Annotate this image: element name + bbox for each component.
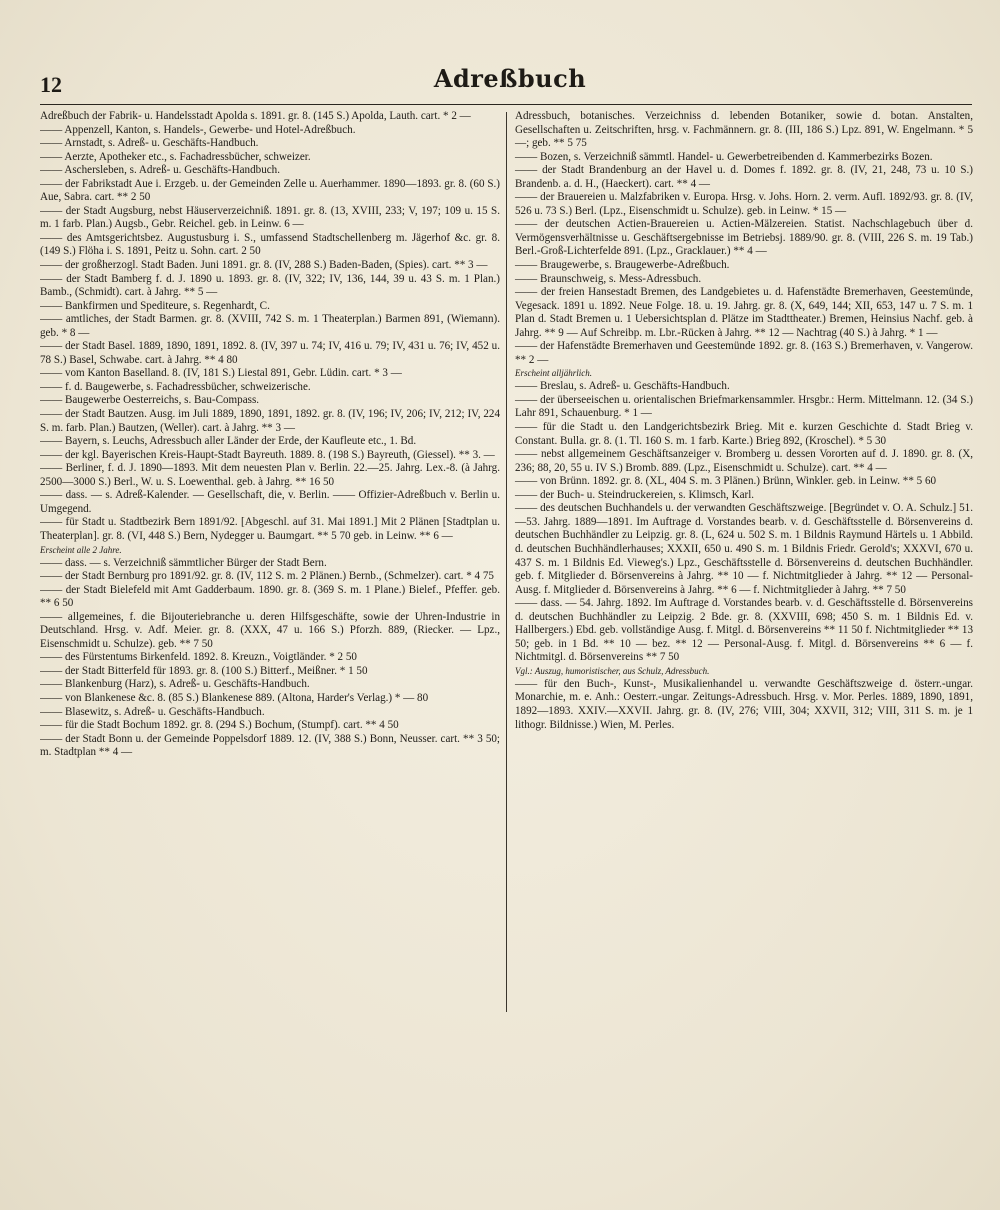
right-column xyxy=(507,110,973,1190)
directory-entry: —— Bankfirmen und Spediteure, s. Regenhardt, C. xyxy=(40,299,270,312)
directory-entry: —— der Buch- u. Steindruckereien, s. Klimsch, Karl. xyxy=(515,488,755,501)
directory-entry: Adreßbuch der Fabrik- u. Handelsstadt Apolda s. 1891. gr. 8. (145 S.) Apolda, Lauth. cart. * 2 — xyxy=(40,110,471,122)
page-number: 12 xyxy=(40,72,62,97)
directory-entry: —— der großherzogl. Stadt Baden. Juni 1891. gr. 8. (IV, 288 S.) Baden-Baden, (Spies). cart. ** 3 — xyxy=(40,259,488,272)
directory-entry: —— für Stadt u. Stadtbezirk Bern 1891/92. [Abgeschl. auf 31. Mai 1891.] Mit 2 Plänen [Stadtplan u. Theaterplan]. gr. 8. (VI, 448 S.) Bern, Nydegger u. Baumgart. ** 5 70 geb. in Leinw. ** 6 — xyxy=(40,516,500,542)
directory-entry: —— Braunschweig, s. Mess-Adressbuch. xyxy=(515,272,702,285)
two-column-body xyxy=(40,110,976,1190)
directory-entry: —— des Fürstentums Birkenfeld. 1892. 8. Kreuzn., Voigtländer. * 2 50 xyxy=(40,651,357,664)
entry-note: Erscheint alle 2 Jahre. xyxy=(40,544,122,555)
directory-entry: —— allgemeines, f. die Bijouteriebranche u. deren Hilfsgeschäfte, sowie der Uhren-Industrie in Deutschland. Hrsg. v. Adf. Meier. gr. 8. (XXX, 47 u. 166 S.) Pforzh. 889, (Riecker. — Lpz., Eisenschmidt u. Schulze). geb. ** 7 50 xyxy=(40,610,500,650)
directory-entry: —— Berliner, f. d. J. 1890—1893. Mit dem neuesten Plan v. Berlin. 22.—25. Jahrg. Lex.-8. (à Jahrg. 2500—3000 S.) Berl., W. u. S. Loewenthal. geb. à Jahrg. ** 16 50 xyxy=(40,462,500,488)
directory-entry: —— der Stadt Brandenburg an der Havel u. d. Domes f. 1892. gr. 8. (IV, 21, 248, 73 u. 10 S.) Brandenb. a. d. H., (Haeckert). cart. ** 4 — xyxy=(515,164,973,190)
directory-entry: —— Breslau, s. Adreß- u. Geschäfts-Handbuch. xyxy=(515,380,730,393)
directory-entry: —— nebst allgemeinem Geschäftsanzeiger v. Bromberg u. dessen Vororten auf d. J. 1890. gr. 8. (X, 236; 88, 20, 55 u. IV S.) Bromb. 889. (Lpz., Eisenschmidt u. Schulze). cart. ** 4 — xyxy=(515,448,973,474)
directory-entry: —— Baugewerbe Oesterreichs, s. Bau-Compass. xyxy=(40,394,260,407)
directory-entry: —— der Stadt Bonn u. der Gemeinde Poppelsdorf 1889. 12. (IV, 388 S.) Bonn, Neusser. cart. ** 3 50; m. Stadtplan ** 4 — xyxy=(40,732,500,759)
directory-entry: —— der Fabrikstadt Aue i. Erzgeb. u. der Gemeinden Zelle u. Auerhammer. 1890—1893. gr. 8. (60 S.) Aue, Sabra. cart. ** 2 50 xyxy=(40,177,500,204)
directory-entry: —— Blankenburg (Harz), s. Adreß- u. Geschäfts-Handbuch. xyxy=(40,678,310,691)
directory-entry: —— der Stadt Bamberg f. d. J. 1890 u. 1893. gr. 8. (IV, 322; IV, 136, 144, 39 u. 43 S. m. 1 Plan.) Bamb., (Schmidt). cart. à Jahrg. ** 5 — xyxy=(40,272,500,299)
header-rule xyxy=(40,104,972,105)
directory-entry: —— für die Stadt u. den Landgerichtsbezirk Brieg. Mit e. kurzen Geschichte d. Stadt Brieg v. Constant. Bulla. gr. 8. (1. Tl. 160 S. m. 1 farb. Karte.) Brieg 892, (Kroschel). * 5 30 xyxy=(515,421,973,447)
directory-entry: —— der Stadt Augsburg, nebst Häuserverzeichniß. 1891. gr. 8. (13, XVIII, 233; V, 197; 109 u. 15 S. m. 1 farb. Plan.) Augsb., Gebr. Reichel. geb. in Leinw. 6 — xyxy=(40,204,500,231)
directory-entry: —— Aschersleben, s. Adreß- u. Geschäfts-Handbuch. xyxy=(40,164,280,177)
directory-entry: —— Braugewerbe, s. Braugewerbe-Adreßbuch. xyxy=(515,259,730,272)
directory-entry: —— der Stadt Bitterfeld für 1893. gr. 8. (100 S.) Bitterf., Meißner. * 1 50 xyxy=(40,664,368,677)
directory-entry: —— der deutschen Actien-Brauereien u. Actien-Mälzereien. Statist. Nachschlagebuch über d. Vermögensverhältnisse u. Geschäftsergebnisse im Betriebsj. 1889/90. gr. 8. (VIII, 226 S. m. 19 Tab.) Berl.-Groß-Lichterfelde 891. (Lpz., Gracklauer.) ** 4 — xyxy=(515,218,973,258)
directory-entry: —— der Stadt Bautzen. Ausg. im Juli 1889, 1890, 1891, 1892. gr. 8. (IV, 196; IV, 206; IV, 212; IV, 224 S. m. farb. Plan.) Bautzen, (Weller). cart. à Jahrg. ** 3 — xyxy=(40,408,500,434)
running-head: Adreßbuch xyxy=(433,64,587,93)
directory-entry: —— von Blankenese &c. 8. (85 S.) Blankenese 889. (Altona, Harder's Verlag.) * — 80 xyxy=(40,691,429,704)
entry-note: Erscheint alljährlich. xyxy=(515,368,592,379)
directory-entry: —— der kgl. Bayerischen Kreis-Haupt-Stadt Bayreuth. 1889. 8. (198 S.) Bayreuth, (Giessel). ** 3. — xyxy=(40,448,495,461)
left-column xyxy=(40,110,506,1190)
directory-entry: —— der Stadt Bernburg pro 1891/92. gr. 8. (IV, 112 S. m. 2 Plänen.) Bernb., (Schmelzer). cart. * 4 75 xyxy=(40,570,494,583)
directory-entry: —— der überseeischen u. orientalischen Briefmarkensammler. Hrsgbr.: Herm. Mittelmann. 12. (34 S.) Lahr 891, Schauenburg. * 1 — xyxy=(515,393,973,420)
entry-note: Vgl.: Auszug, humoristischer, aus Schulz, Adressbuch. xyxy=(515,665,710,676)
directory-entry: —— für die Stadt Bochum 1892. gr. 8. (294 S.) Bochum, (Stumpf). cart. ** 4 50 xyxy=(40,719,399,732)
directory-entry: —— Arnstadt, s. Adreß- u. Geschäfts-Handbuch. xyxy=(40,137,259,150)
directory-entry: —— dass. — s. Verzeichniß sämmtlicher Bürger der Stadt Bern. xyxy=(40,556,327,569)
directory-entry: —— f. d. Baugewerbe, s. Fachadressbücher, schweizerische. xyxy=(40,380,311,393)
directory-entry: —— dass. — s. Adreß-Kalender. — Gesellschaft, die, v. Berlin. —— Offizier-Adreßbuch v. Berlin u. Umgegend. xyxy=(40,489,500,515)
directory-entry: —— der Hafenstädte Bremerhaven und Geestemünde 1892. gr. 8. (163 S.) Bremerhaven, v. Vangerow. ** 2 — xyxy=(515,340,973,366)
directory-entry: —— amtliches, der Stadt Barmen. gr. 8. (XVIII, 742 S. m. 1 Theaterplan.) Barmen 891, (Wiemann). geb. * 8 — xyxy=(40,313,500,339)
directory-entry: —— des Amtsgerichtsbez. Augustusburg i. S., umfassend Stadtschellenberg m. Jägerhof &c. gr. 8. (149 S.) Flöha i. S. 1891, Peitz u. Sohn. cart. 2 50 xyxy=(40,231,500,258)
directory-entry: —— der Stadt Bielefeld mit Amt Gadderbaum. 1890. gr. 8. (369 S. m. 1 Plane.) Bielef., Pfeffer. geb. ** 6 50 xyxy=(40,583,500,610)
directory-entry: —— der Brauereien u. Malzfabriken v. Europa. Hrsg. v. Johs. Horn. 2. verm. Aufl. 1892/93. gr. 8. (IV, 526 u. 73 S.) Berl. (Lpz., Eisenschmidt u. Schulze). geb. in Leinw. * 15 — xyxy=(515,191,973,217)
directory-entry: —— von Brünn. 1892. gr. 8. (XL, 404 S. m. 3 Plänen.) Brünn, Winkler. geb. in Leinw. ** 5 60 xyxy=(515,475,937,488)
directory-entry: —— dass. — 54. Jahrg. 1892. Im Auftrage d. Vorstandes bearb. v. d. Geschäftsstelle d. Börsenvereins d. deutschen Buchhändler zu Leipzig. 2 Bde. gr. 8. (XXVIII, 698; 450 S. m. 1 Bildnis Ed. v. Hallbergers.) Ebd. geb. vollständige Ausg. f. Mitgl. d. Börsenvereins ** 11 50 f. Nichtmitglieder ** 13 50; geb. in 1 Bd. ** 10 — bez. ** 12 — Personal-Ausg. f. Mitgl. d. Börsenvereins ** 6 — f. Nichtmitgl. d. Börsenvereins ** 7 50 xyxy=(515,597,973,664)
directory-entry: —— Aerzte, Apotheker etc., s. Fachadressbücher, schweizer. xyxy=(40,150,311,163)
directory-entry: —— der Stadt Basel. 1889, 1890, 1891, 1892. 8. (IV, 397 u. 74; IV, 416 u. 79; IV, 431 u. 76; IV, 452 u. 78 S.) Basel, Schwabe. cart. à Jahrg. ** 4 80 xyxy=(40,340,500,366)
directory-entry: —— Bayern, s. Leuchs, Adressbuch aller Länder der Erde, der Kaufleute etc., 1. Bd. xyxy=(40,435,417,448)
directory-entry: —— der freien Hansestadt Bremen, des Landgebietes u. d. Hafenstädte Bremerhaven, Geestemünde, Vegesack. 1891 u. 1892. Neue Folge. 18. u. 19. Jahrg. gr. 8. (X, 649, 144; XII, 653, 147 u. 7 S. m. 1 Plan d. Stadt Bremen u. 1 Uebersichtsplan d. Plätze im Stadttheater.) Bremen, Heinsius Nachf. geb. à Jahrg. ** 9 — Auf Schreibp. m. Lbr.-Rücken à Jahrg. ** 12 — Nachtrag (40 S.) à Jahrg. * 1 — xyxy=(515,286,973,339)
directory-entry: —— des deutschen Buchhandels u. der verwandten Geschäftszweige. [Begründet v. O. A. Schulz.] 51.—53. Jahrg. 1889—1891. Im Auftrage d. Vorstandes bearb. v. d. Geschäftsstelle d. Börsenvereins d. deutschen Buchhändler zu Leipzig. gr. 8. (L, 624 u. 502 S. m. 1 Bildnis Raymund Härtels u. 1 Abbild. d. deutschen Buchhändlerhauses; XXXII, 650 u. 490 S. m. 1 Bildnis Friedr. Gerold's; XXXVI, 670 u. 437 S. m. 1 Bildnis Ed. Vieweg's.) Lpz., Geschäftsstelle d. Börsenvereins d. deutschen Buchhändler. geb. f. Mitglieder d. Börsenvereins à Jahrg. ** 10 — f. Nichtmitglieder à Jahrg. ** 12 — Personal-Ausg. f. Mitglieder d. Börsenvereins à Jahrg. ** 6 — f. Nichtmitglieder à Jahrg. ** 7 50 xyxy=(515,502,973,596)
directory-entry: —— Appenzell, Kanton, s. Handels-, Gewerbe- und Hotel-Adreßbuch. xyxy=(40,123,356,136)
directory-entry: —— für den Buch-, Kunst-, Musikalienhandel u. verwandte Geschäftszweige d. österr.-ungar. Monarchie, m. e. Anh.: Oesterr.-ungar. Zeitungs-Adressbuch. Hrsg. v. Mor. Perles. 1889, 1890, 1891, 1892—1893. XXIV.—XXVII. Jahrg. gr. 8. (IV, 276; VIII, 304; XXVII, 312; VIII, 311 S. m. je 1 lithogr. Bildnisse.) Wien, M. Perles. xyxy=(515,677,973,731)
directory-entry: —— Blasewitz, s. Adreß- u. Geschäfts-Handbuch. xyxy=(40,705,265,718)
directory-entry: Adressbuch, botanisches. Verzeichniss d. lebenden Botaniker, sowie d. botan. Anstalten, Gesellschaften u. Zeitschriften, hrsg. v. Fachmännern. gr. 8. (III, 186 S.) Lpz. 891, W. Engelmann. * 5 —; geb. ** 5 75 xyxy=(515,110,973,150)
directory-entry: —— Bozen, s. Verzeichniß sämmtl. Handel- u. Gewerbetreibenden d. Kammerbezirks Bozen. xyxy=(515,150,933,163)
directory-entry: —— vom Kanton Baselland. 8. (IV, 181 S.) Liestal 891, Gebr. Lüdin. cart. * 3 — xyxy=(40,367,402,380)
